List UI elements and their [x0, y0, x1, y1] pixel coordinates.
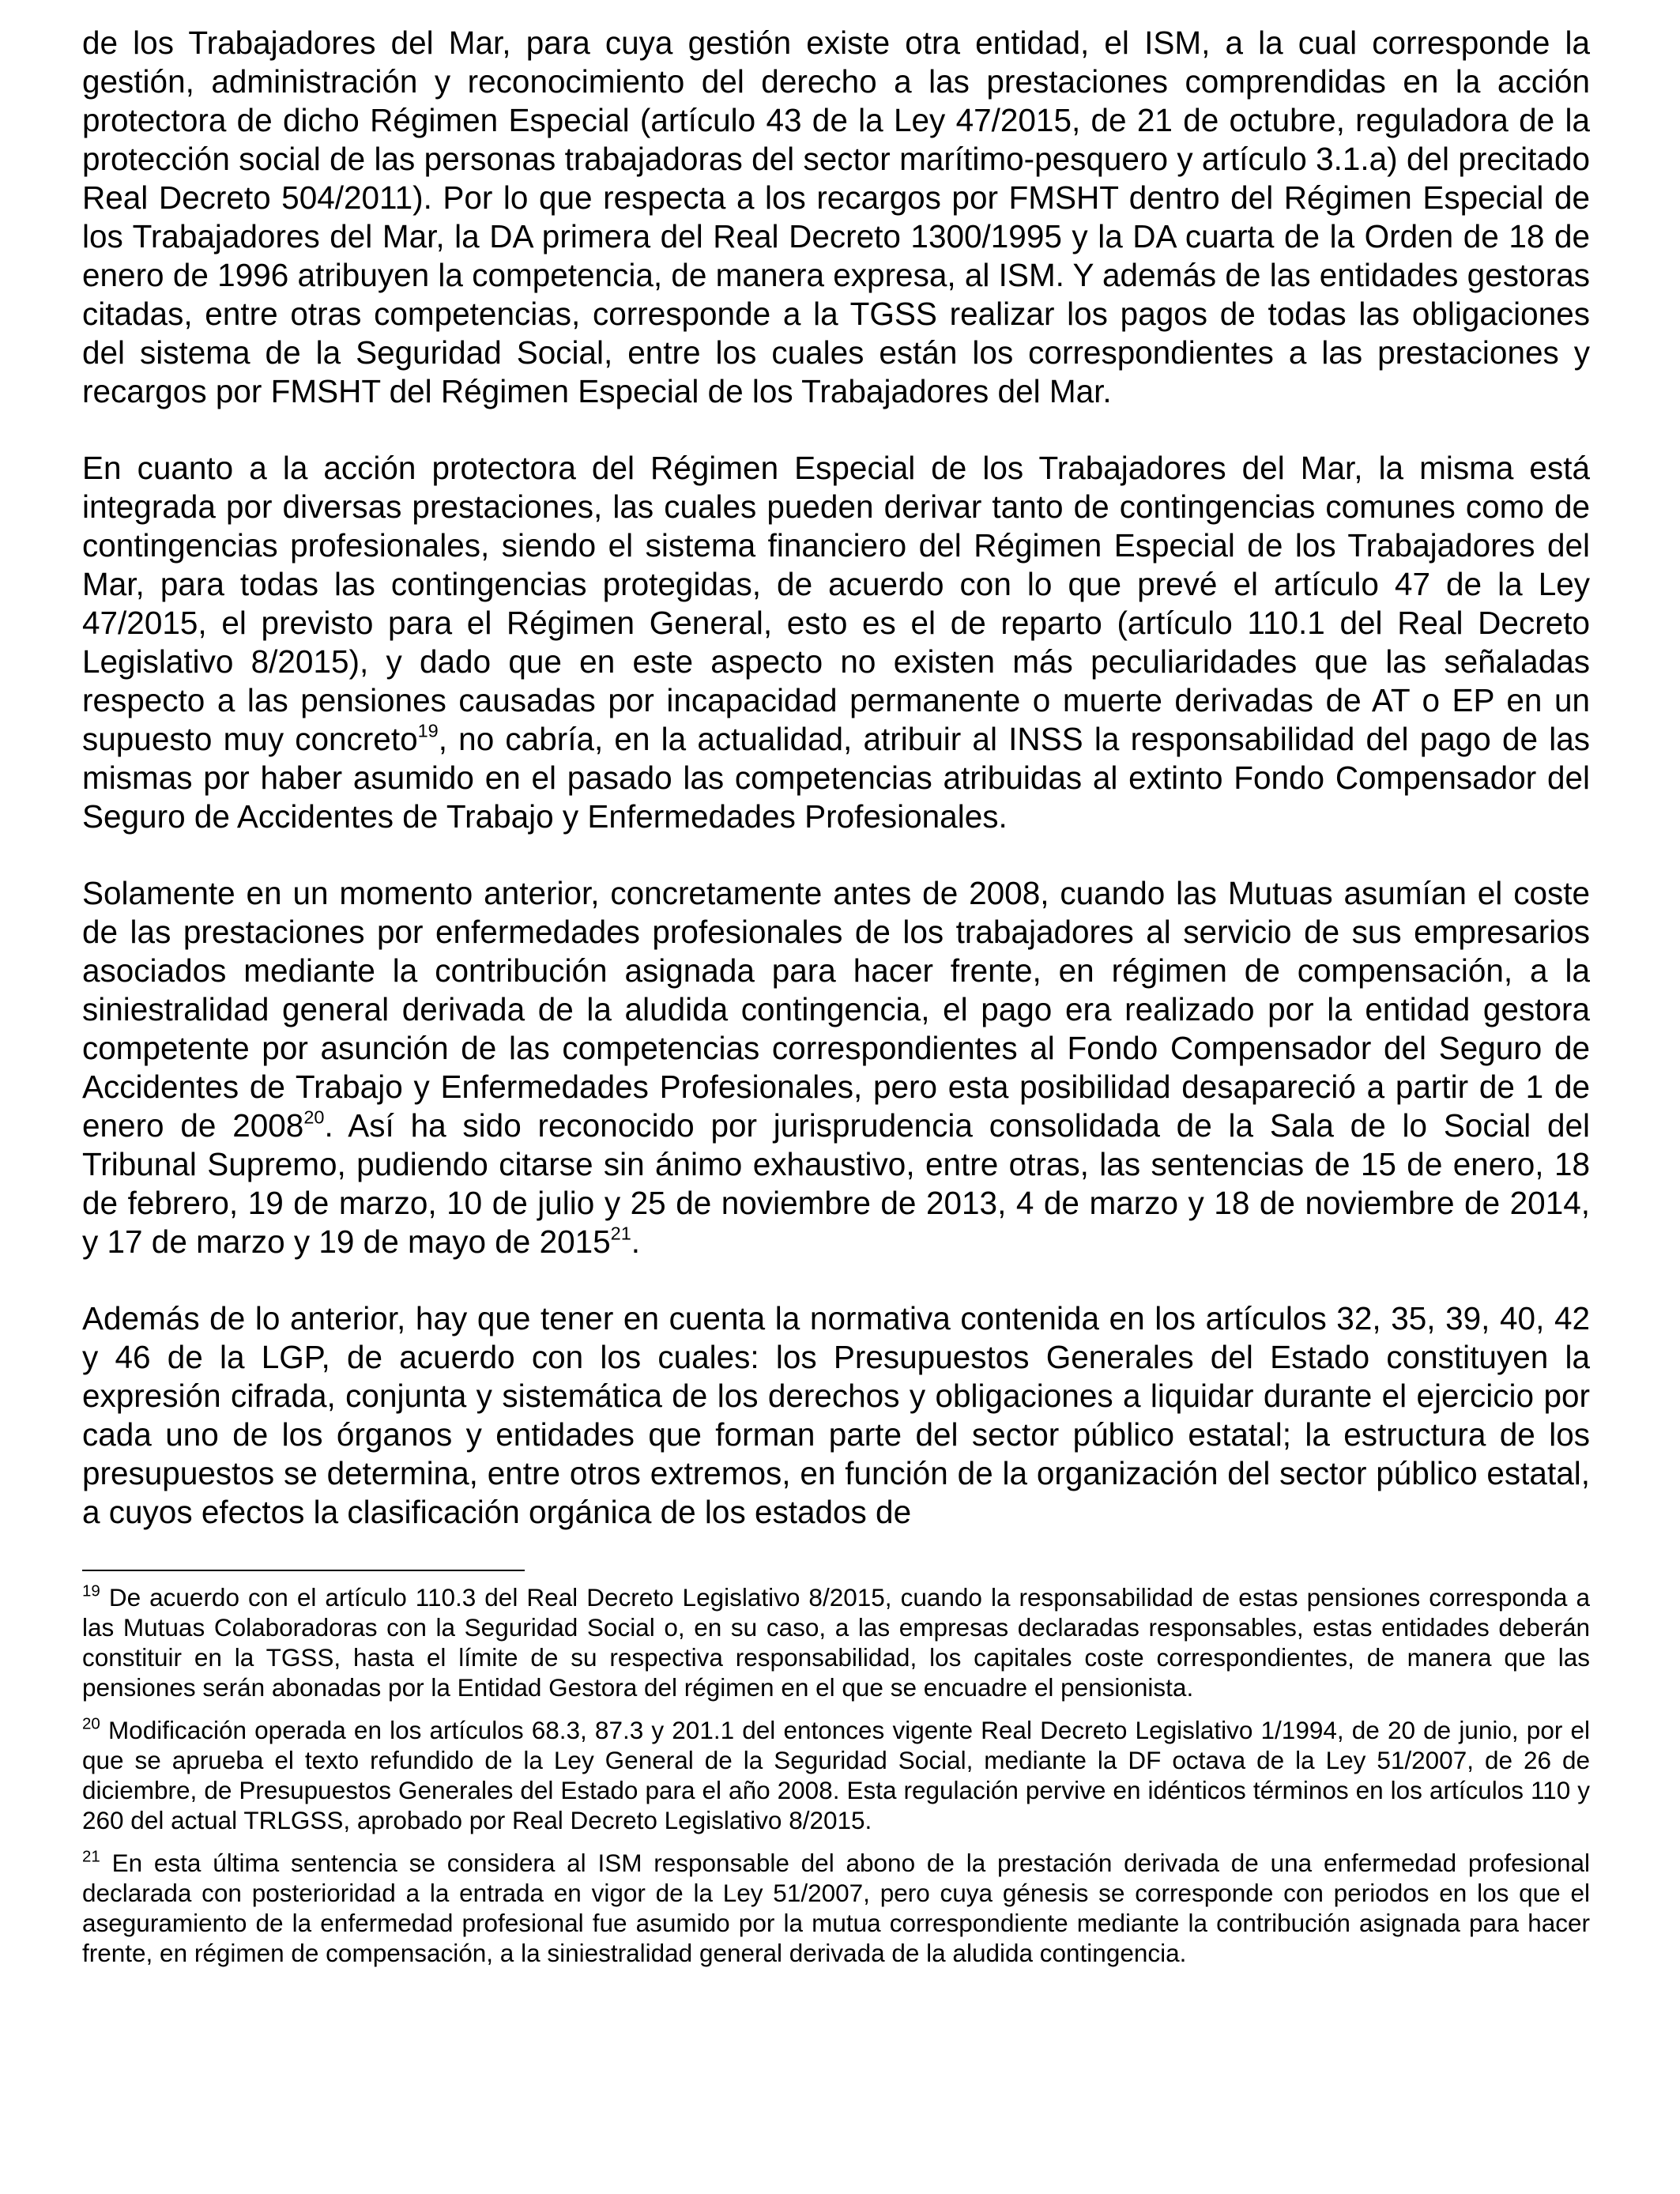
- footnote-text: En esta última sentencia se considera al ISM responsable del abono de la prestación derivada de una enfermedad profesional declarada con posterioridad a la entrada en vigor de la Ley 51/2007, pero cuya génesis se corresponde con periodos en los que el aseguramiento de la enfermedad profesional fue asumido por la mutua correspondiente mediante la contribución asignada para hacer frente, en régimen de compensación, a la siniestralidad general derivada de la aludida contingencia.: [82, 1849, 1590, 1967]
- paragraph-text: Además de lo anterior, hay que tener en cuenta la normativa contenida en los artículos 32, 35, 39, 40, 42 y 46 de la LGP, de acuerdo con los cuales: los Presupuestos Generales del Estado constituyen la expresión cifrada, conjunta y sistemática de los derechos y obligaciones a liquidar durante el ejercicio por cada uno de los órganos y entidades que forman parte del sector público estatal; la estructura de los presupuestos se determina, entre otros extremos, en función de la organización del sector público estatal, a cuyos efectos la clasificación orgánica de los estados de: [82, 1300, 1590, 1530]
- footnote-20: [82, 1715, 1590, 1835]
- footnote-text: Modificación operada en los artículos 68.3, 87.3 y 201.1 del entonces vigente Real Decreto Legislativo 1/1994, de 20 de junio, por el que se aprueba el texto refundido de la Ley General de la Seguridad Social, mediante la DF octava de la Ley 51/2007, de 26 de diciembre, de Presupuestos Generales del Estado para el año 2008. Esta regulación pervive en idénticos términos en los artículos 110 y 260 del actual TRLGSS, aprobado por Real Decreto Legislativo 8/2015.: [82, 1716, 1590, 1834]
- paragraph-text: En cuanto a la acción protectora del Régimen Especial de los Trabajadores del Mar, la misma está integrada por diversas prestaciones, las cuales pueden derivar tanto de contingencias comunes como de contingencias profesionales, siendo el sistema financiero del Régimen Especial de los Trabajadores del Mar, para todas las contingencias protegidas, de acuerdo con lo que prevé el artículo 47 de la Ley 47/2015, el previsto para el Régimen General, esto es el de reparto (artículo 110.1 del Real Decreto Legislativo 8/2015), y dado que en este aspecto no existen más peculiaridades que las señaladas respecto a las pensiones causadas por incapacidad permanente o muerte derivadas de AT o EP en un supuesto muy concreto: [82, 450, 1590, 757]
- paragraph-text: . Así ha sido reconocido por jurisprudencia consolidada de la Sala de lo Social del Tribunal Supremo, pudiendo citarse sin ánimo exhaustivo, entre otras, las sentencias de 15 de enero, 18 de febrero, 19 de marzo, 10 de julio y 25 de noviembre de 2013, 4 de marzo y 18 de noviembre de 2014, y 17 de marzo y 19 de mayo de 2015: [82, 1107, 1590, 1260]
- footnote-ref-19[interactable]: 19: [417, 720, 439, 741]
- document-page: [82, 24, 1590, 1981]
- footnote-number: 21: [82, 1847, 100, 1866]
- body-paragraph-2: [82, 449, 1590, 836]
- footnote-21: [82, 1848, 1590, 1968]
- paragraph-text: , no cabría, en la actualidad, atribuir al INSS la responsabilidad del pago de las mismas por haber asumido en el pasado las competencias atribuidas al extinto Fondo Compensador del Seguro de Accidentes de Trabajo y Enfermedades Profesionales.: [82, 721, 1590, 835]
- paragraph-text: Solamente en un momento anterior, concretamente antes de 2008, cuando las Mutuas asumían el coste de las prestaciones por enfermedades profesionales de los trabajadores al servicio de sus empresarios asociados mediante la contribución asignada para hacer frente, en régimen de compensación, a la siniestralidad general derivada de la aludida contingencia, el pago era realizado por la entidad gestora competente por asunción de las competencias correspondientes al Fondo Compensador del Seguro de Accidentes de Trabajo y Enfermedades Profesionales, pero esta posibilidad desapareció a partir de 1 de enero de 2008: [82, 875, 1590, 1144]
- paragraph-text: .: [631, 1223, 641, 1260]
- footnote-number: 20: [82, 1714, 100, 1733]
- paragraph-text: de los Trabajadores del Mar, para cuya gestión existe otra entidad, el ISM, a la cual corresponde la gestión, administración y reconocimiento del derecho a las prestaciones comprendidas en la acción protectora de dicho Régimen Especial (artículo 43 de la Ley 47/2015, de 21 de octubre, reguladora de la protección social de las personas trabajadoras del sector marítimo-pesquero y artículo 3.1.a) del precitado Real Decreto 504/2011). Por lo que respecta a los recargos por FMSHT dentro del Régimen Especial de los Trabajadores del Mar, la DA primera del Real Decreto 1300/1995 y la DA cuarta de la Orden de 18 de enero de 1996 atribuyen la competencia, de manera expresa, al ISM. Y además de las entidades gestoras citadas, entre otras competencias, corresponde a la TGSS realizar los pagos de todas las obligaciones del sistema de la Seguridad Social, entre los cuales están los correspondientes a las prestaciones y recargos por FMSHT del Régimen Especial de los Trabajadores del Mar.: [82, 25, 1590, 409]
- body-paragraph-3: [82, 874, 1590, 1261]
- body-paragraph-4: [82, 1299, 1590, 1532]
- footnote-number: 19: [82, 1581, 100, 1600]
- footnote-ref-21[interactable]: 21: [610, 1223, 631, 1244]
- footnote-ref-20[interactable]: 20: [303, 1106, 325, 1128]
- footnote-19: [82, 1582, 1590, 1702]
- footnote-text: De acuerdo con el artículo 110.3 del Real Decreto Legislativo 8/2015, cuando la responsabilidad de estas pensiones corresponda a las Mutuas Colaboradoras con la Seguridad Social o, en su caso, a las empresas declaradas responsables, estas entidades deberán constituir en la TGSS, hasta el límite de su respectiva responsabilidad, los capitales coste correspondientes, de manera que las pensiones serán abonadas por la Entidad Gestora del régimen en el que se encuadre el pensionista.: [82, 1583, 1590, 1702]
- body-paragraph-1: [82, 24, 1590, 411]
- footnote-separator: [82, 1570, 525, 1571]
